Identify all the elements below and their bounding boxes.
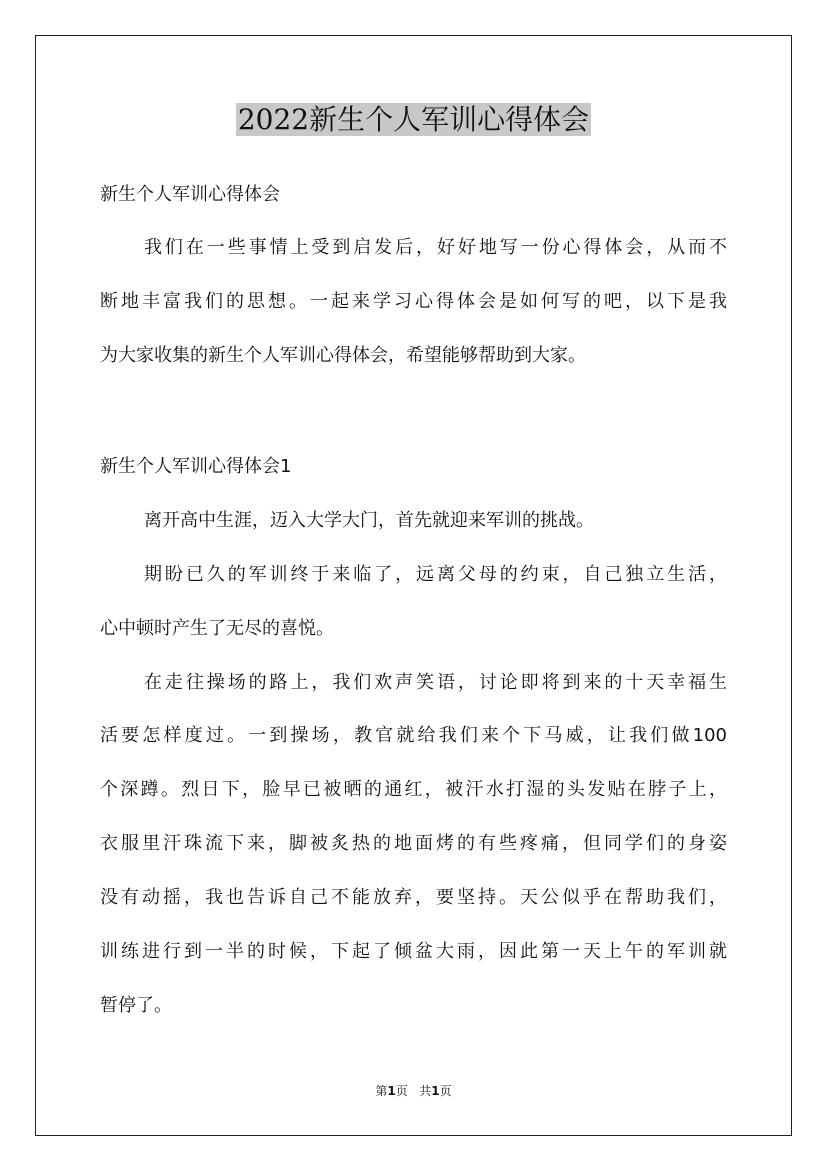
body-line: 活要怎样度过。一到操场，教官就给我们来个下马威，让我们做100	[100, 725, 727, 746]
footer-page-prefix: 第	[375, 1084, 388, 1098]
section-heading: 新生个人军训心得体会1	[100, 456, 292, 477]
body-line: 期盼已久的军训终于来临了，远离父母的约束，自己独立生活，	[144, 564, 727, 585]
intro-line: 我们在一些事情上受到启发后，好好地写一份心得体会，从而不	[144, 237, 727, 258]
footer-page-number: 1	[387, 1084, 396, 1098]
footer-total-suffix: 页	[439, 1084, 452, 1098]
document-title: 2022新生个人军训心得体会	[237, 103, 590, 136]
body-line: 心中顿时产生了无尽的喜悦。	[100, 618, 334, 639]
document-title-wrap	[0, 100, 827, 140]
intro-line: 为大家收集的新生个人军训心得体会，希望能够帮助到大家。	[100, 345, 586, 366]
page-footer	[0, 1082, 827, 1099]
body-line: 训练进行到一半的时候，下起了倾盆大雨，因此第一天上午的军训就	[100, 941, 727, 962]
footer-page-mid: 页	[395, 1084, 408, 1098]
intro-line: 断地丰富我们的思想。一起来学习心得体会是如何写的吧，以下是我	[100, 291, 727, 312]
body-line: 没有动摇，我也告诉自己不能放弃，要坚持。天公似乎在帮助我们，	[100, 887, 727, 908]
body-line: 衣服里汗珠流下来，脚被炙热的地面烤的有些疼痛，但同学们的身姿	[100, 833, 727, 854]
document-subtitle: 新生个人军训心得体会	[100, 184, 280, 205]
footer-total-prefix: 共	[419, 1084, 432, 1098]
body-line: 个深蹲。烈日下，脸早已被晒的通红，被汗水打湿的头发贴在脖子上，	[100, 779, 727, 800]
body-line: 在走往操场的路上，我们欢声笑语，讨论即将到来的十天幸福生	[144, 672, 727, 693]
body-line: 离开高中生涯，迈入大学大门，首先就迎来军训的挑战。	[144, 510, 594, 531]
footer-total-pages: 1	[431, 1084, 440, 1098]
body-line: 暂停了。	[100, 995, 172, 1016]
